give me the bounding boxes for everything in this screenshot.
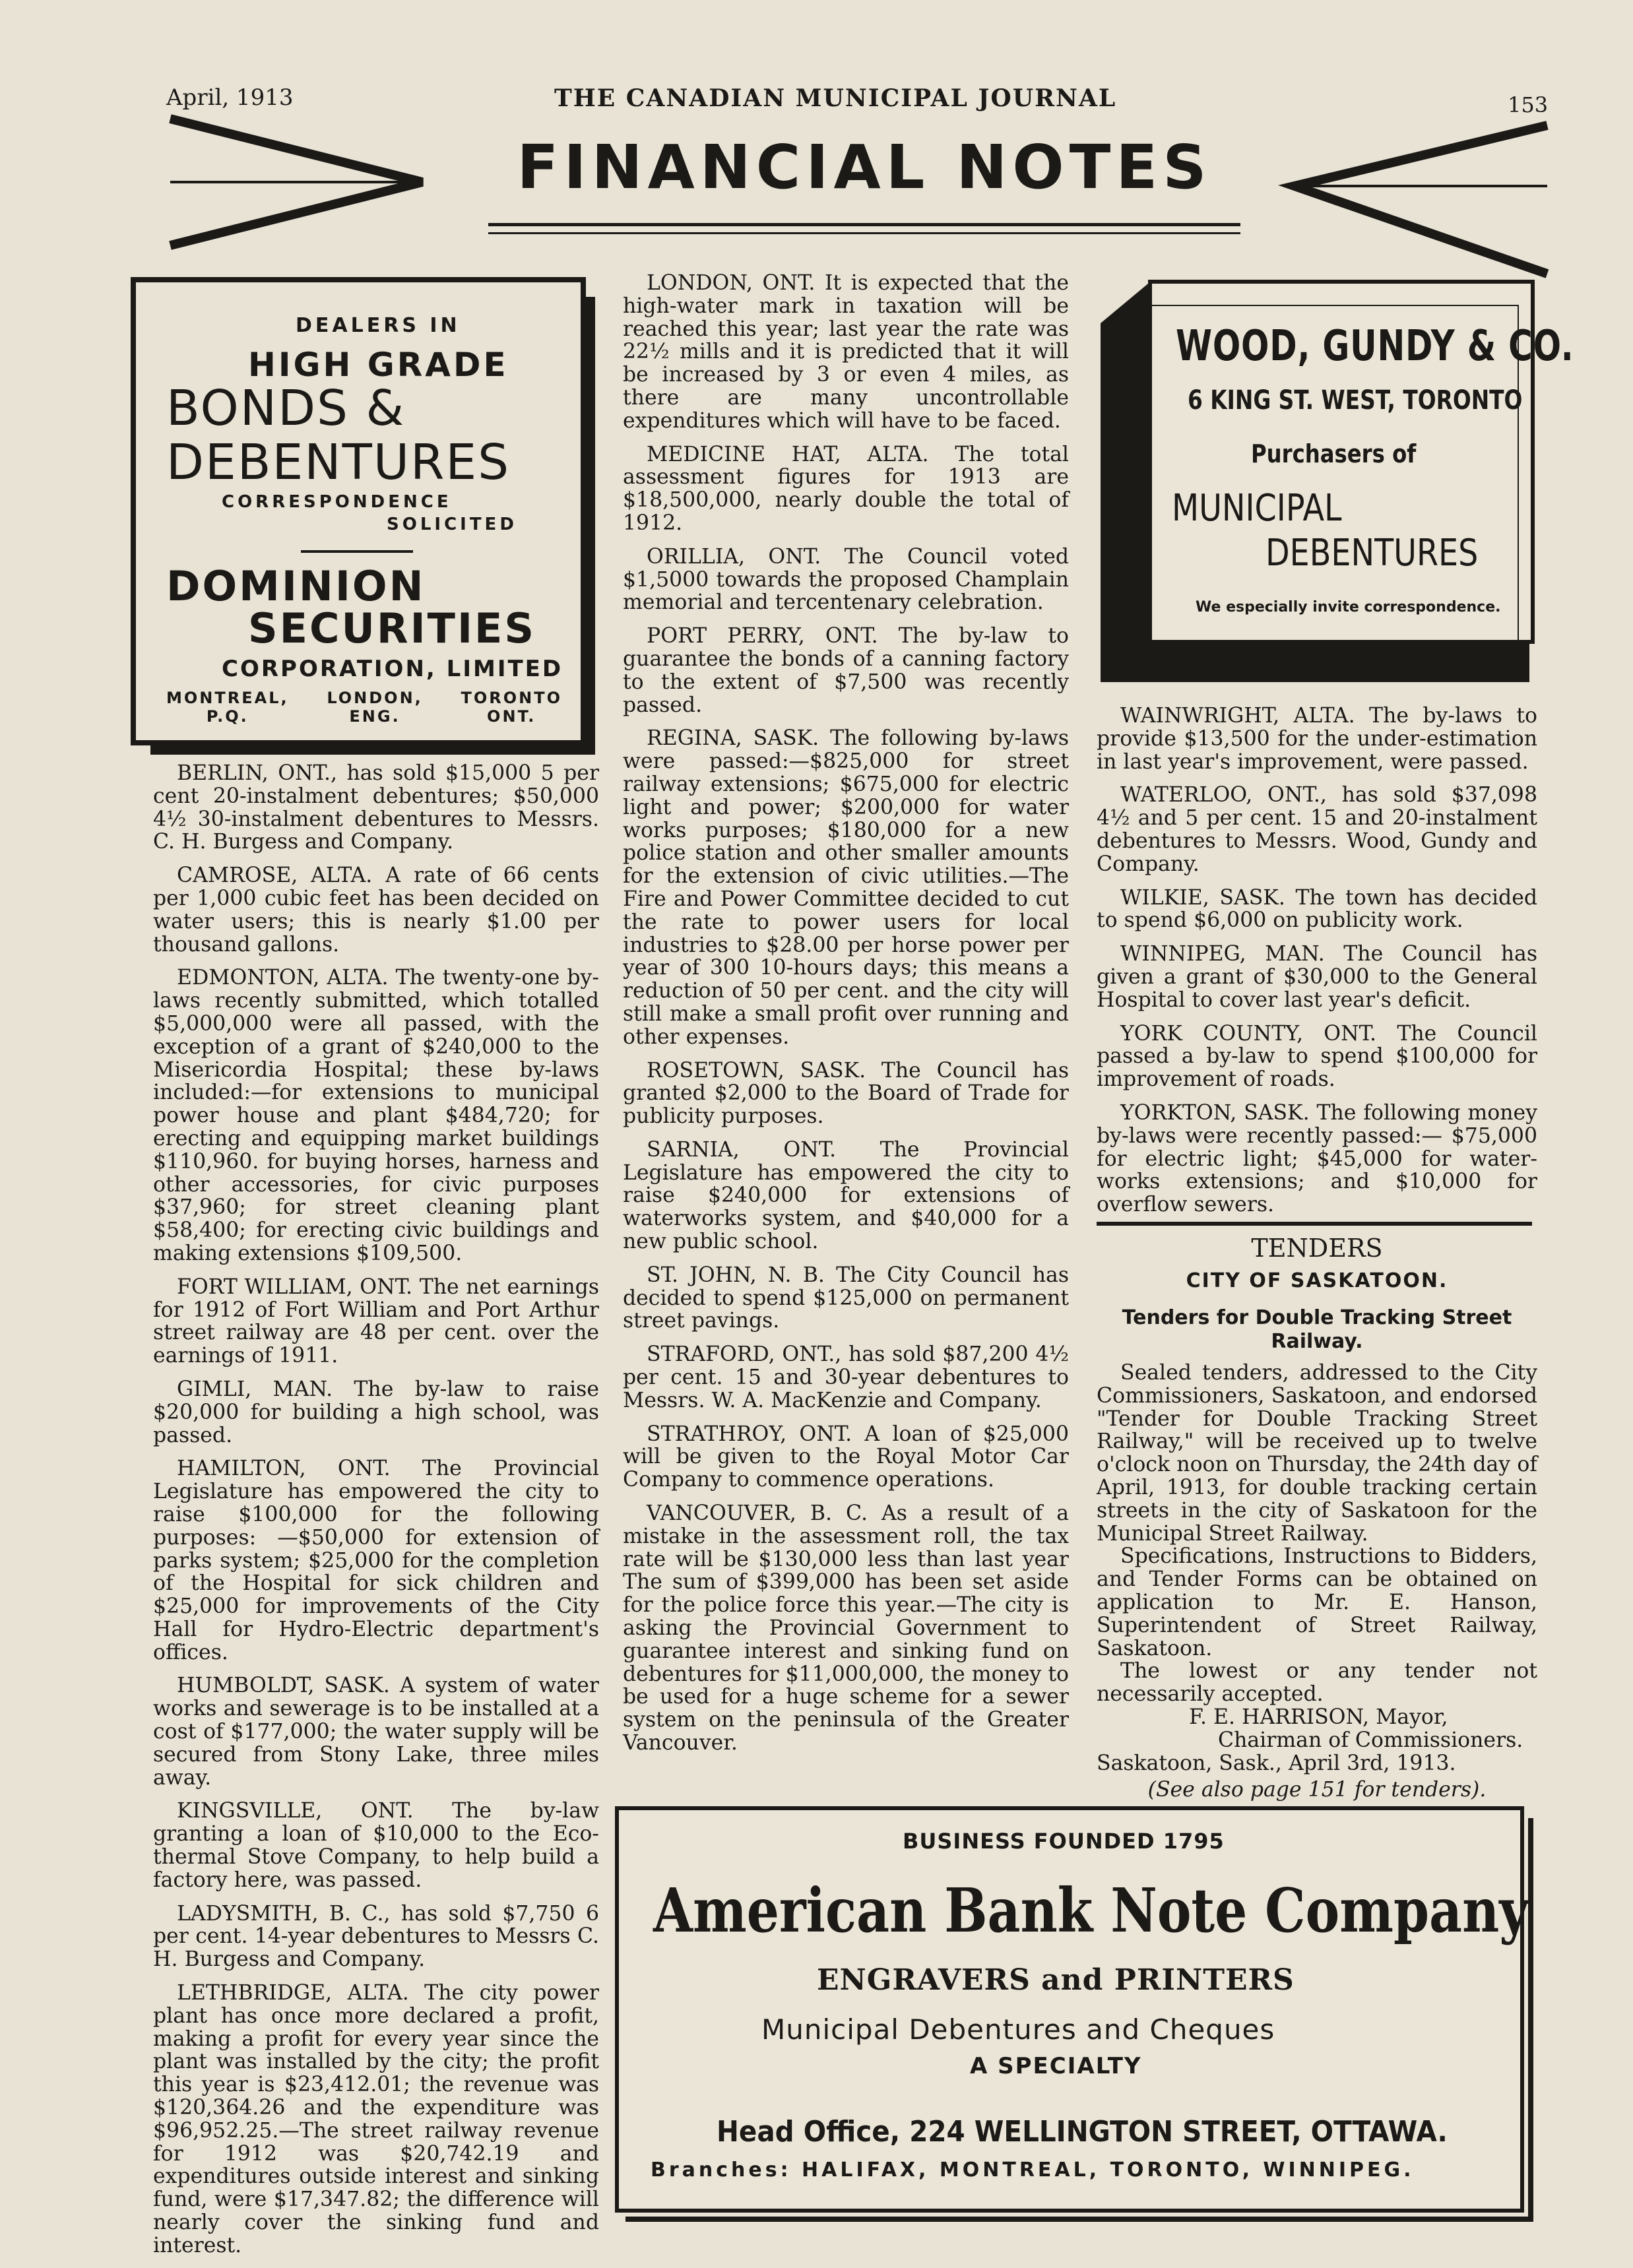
office-city: MONTREAL, <box>166 689 289 707</box>
ad-address: Head Office, 224 WELLINGTON STREET, OTTAWA. <box>717 2115 1448 2149</box>
ad-headline-line: BONDS & <box>166 380 406 437</box>
ad-company-name: American Bank Note Company <box>653 1875 1529 1946</box>
news-item: WILKIE, SASK. The town has decided to spend $6,000 on publicity work. <box>1097 885 1537 933</box>
tenders-city: CITY OF SASKATOON. <box>1186 1269 1448 1292</box>
ad-line: We especially invite correspondence. <box>1196 599 1501 615</box>
news-item: BERLIN, ONT., has sold $15,000 5 per cent 20-instalment debentures; $50,000 4½ 30-instalment debentures to Messrs. C. H. Burgess and Company. <box>153 761 599 854</box>
news-item: GIMLI, MAN. The by-law to raise $20,000 for building a high school, was passed. <box>153 1377 599 1447</box>
news-item: VANCOUVER, B. C. As a result of a mistake in the assessment roll, the tax rate will be $130,000 less than last year The sum of $399,000 has been set aside for the police force this year.—The city is asking the Provincial Government to guarantee interest and sinking fund on debentures for $11,000,000, the money to be used for a huge scheme for a sewer system on the peninsula of the Greater Vancouver. <box>623 1501 1069 1755</box>
news-item: LONDON, ONT. It is expected that the high-water mark in taxation will be reached this year; last year the rate was 22½ mills and it is predicted that it will be increased by 3 or even 4 miles, as there are many uncontrollable expenditures which will have to be faced. <box>623 271 1069 433</box>
news-item: STRATHROY, ONT. A loan of $25,000 will be given to the Royal Motor Car Company to commence operations. <box>623 1422 1069 1492</box>
news-item: STRAFORD, ONT., has sold $87,200 4½ per cent. 15 and 30-year debentures to Messrs. W. A. MacKenzie and Company. <box>623 1342 1069 1412</box>
ad-line: HIGH GRADE <box>248 346 509 384</box>
column-1 <box>153 762 599 2268</box>
news-item: FORT WILLIAM, ONT. The net earnings for 1912 of Fort William and Port Arthur street railway are 48 per cent. over the earnings of 1911. <box>153 1275 599 1368</box>
ad-line: A SPECIALTY <box>970 2053 1142 2079</box>
tenders-paragraph: The lowest or any tender not necessarily accepted. <box>1097 1659 1537 1707</box>
office-region: ENG. <box>349 707 400 726</box>
tenders-signature: F. E. HARRISON, Mayor, <box>1189 1705 1448 1729</box>
ad-line: SOLICITED <box>387 515 517 534</box>
ad-company-name: SECURITIES <box>248 604 536 652</box>
ad-company-name: DOMINION <box>166 562 426 610</box>
issue-date: April, 1913 <box>166 84 294 111</box>
ad-address: 6 KING ST. WEST, TORONTO <box>1188 385 1523 416</box>
news-item: WATERLOO, ONT., has sold $37,098 4½ and 5 per cent. 15 and 20-instalment debentures to Messrs. Wood, Gundy and Company. <box>1097 783 1537 876</box>
news-item: SARNIA, ONT. The Provincial Legislature has empowered the city to raise $240,000 for extensions of waterworks system, and $40,000 for a new public school. <box>623 1137 1069 1254</box>
news-item: LADYSMITH, B. C., has sold $7,750 6 per cent. 14-year debentures to Messrs C. H. Burgess and Company. <box>153 1901 599 1972</box>
news-item: EDMONTON, ALTA. The twenty-one by-laws recently submitted, which totalled $5,000,000 were all passed, with the exception of a grant of $240,000 to the Misericordia Hospital; these by-laws included:—for extensions to municipal power house and plant $484,720; for erecting and equipping market buildings $110,960. for buying horses, harness and other accessories, for civic purposes $37,960; for street cleaning plant $58,400; for erecting civic buildings and making extensions $109,500. <box>153 966 599 1265</box>
column-3 <box>1097 705 1537 1227</box>
news-item: HUMBOLDT, SASK. A system of water works and sewerage is to be installed at a cost of $177,000; the water supply will be secured from Stony Lake, three miles away. <box>153 1674 599 1790</box>
ad-line: BUSINESS FOUNDED 1795 <box>903 1829 1225 1854</box>
tenders-notice <box>1097 1234 1537 1802</box>
news-item: KINGSVILLE, ONT. The by-law granting a loan of $10,000 to the Eco-thermal Stove Company, to help build a factory here, was passed. <box>153 1799 599 1892</box>
ad-line: DEALERS IN <box>296 314 461 337</box>
american-bank-note-ad <box>615 1806 1524 2213</box>
news-item: YORKTON, SASK. The following money by-laws were recently passed:— $75,000 for electric light; $45,000 for water-works extensions; and $10,000 for overflow sewers. <box>1097 1100 1537 1217</box>
page-number: 153 <box>1508 92 1549 117</box>
ad-line: MUNICIPAL <box>1172 487 1342 530</box>
news-item: WAINWRIGHT, ALTA. The by-laws to provide $13,500 for the under-estimation in last year's improvement, were passed. <box>1097 704 1537 774</box>
tenders-heading: TENDERS <box>1251 1234 1383 1263</box>
ad-line: Municipal Debentures and Cheques <box>761 2013 1275 2046</box>
news-item: CAMROSE, ALTA. A rate of 66 cents per 1,000 cubic feet has been decided on water users; this is nearly $1.00 per thousand gallons. <box>153 864 599 957</box>
office-city: LONDON, <box>327 689 423 707</box>
news-item: MEDICINE HAT, ALTA. The total assessment figures for 1913 are $18,500,000, nearly double the total of 1912. <box>623 442 1069 535</box>
news-item: REGINA, SASK. The following by-laws were passed:—$825,000 for street railway extensions; $675,000 for electric light and power; $200,000 for water works purposes; $180,000 for a new police station and other smaller amounts for the extension of civic utilities.—The Fire and Power Committee decided to cut the rate to power users for local industries to $28.00 per horse power per year of 300 10-hours days; this means a reduction of 50 per cent. and the city will still make a small profit over running and other expenses. <box>623 726 1069 1049</box>
tenders-subheading: Tenders for Double Tracking Street Railway. <box>1122 1306 1512 1353</box>
journal-title: THE CANADIAN MUNICIPAL JOURNAL <box>554 84 1117 112</box>
news-item: LETHBRIDGE, ALTA. The city power plant has once more declared a profit, making a profit for every year since the plant was installed by the city; the profit this year is $23,412.01; the revenue was $120,364.26 and the expenditure was $96,952.25.—The street railway revenue for 1912 was $20,742.19 and expenditures outside interest and sinking fund, were $17,347.82; the difference will nearly cover the sinking fund and interest. <box>153 1981 599 2257</box>
news-item: ST. JOHN, N. B. The City Council has decided to spend $125,000 on permanent street pavings. <box>623 1263 1069 1333</box>
column-2 <box>623 272 1069 1765</box>
section-title: FINANCIAL NOTES <box>517 132 1212 203</box>
ad-line: DEBENTURES <box>1265 532 1479 575</box>
news-item: ORILLIA, ONT. The Council voted $1,5000 towards the proposed Champlain memorial and tercentenary celebration. <box>623 544 1069 615</box>
tenders-paragraph: Specifications, Instructions to Bidders, and Tender Forms can be obtained on application to Mr. E. Hanson, Superintendent of Street Railway, Saskatoon. <box>1097 1544 1537 1660</box>
news-item: WINNIPEG, MAN. The Council has given a grant of $30,000 to the General Hospital to cover last year's deficit. <box>1097 942 1537 1012</box>
section-divider <box>1097 1222 1532 1226</box>
tenders-dateline: Saskatoon, Sask., April 3rd, 1913. <box>1097 1751 1456 1775</box>
office-region: P.Q. <box>206 707 249 726</box>
tenders-see-also: (See also page 151 for tenders). <box>1147 1778 1487 1802</box>
tenders-paragraph: Sealed tenders, addressed to the City Commissioners, Saskatoon, and endorsed "Tender for Double Tracking Street Railway," will be received up to twelve o'clock noon on Thursday, the 24th day of April, 1913, for double tracking certain streets in the city of Saskatoon for the Municipal Street Railway. <box>1097 1361 1537 1546</box>
ad-branches: Branches: HALIFAX, MONTREAL, TORONTO, WINNIPEG. <box>651 2158 1415 2182</box>
news-item: PORT PERRY, ONT. The by-law to guarantee the bonds of a canning factory to the extent of $7,500 was recently passed. <box>623 624 1069 717</box>
ad-headline-line: DEBENTURES <box>166 434 511 491</box>
tenders-signature: Chairman of Commissioners. <box>1218 1728 1523 1752</box>
ad-line: Purchasers of <box>1251 439 1417 468</box>
ad-line: ENGRAVERS and PRINTERS <box>817 1963 1295 1997</box>
office-region: ONT. <box>487 707 536 726</box>
ad-company-suffix: CORPORATION, LIMITED <box>222 656 563 682</box>
ad-line: CORRESPONDENCE <box>222 492 452 512</box>
news-item: YORK COUNTY, ONT. The Council passed a by-law to spend $100,000 for improvement of roads. <box>1097 1021 1537 1092</box>
ad-company-name: WOOD, GUNDY & CO. <box>1176 322 1574 371</box>
news-item: ROSETOWN, SASK. The Council has granted $2,000 to the Board of Trade for publicity purposes. <box>623 1058 1069 1129</box>
news-item: HAMILTON, ONT. The Provincial Legislature has empowered the city to raise $100,000 for the following purposes: —$50,000 for extension of parks system; $25,000 for the completion of the Hospital for sick children and $25,000 for improvements of the City Hall for Hydro-Electric department's offices. <box>153 1457 599 1664</box>
office-city: TORONTO <box>461 689 562 707</box>
